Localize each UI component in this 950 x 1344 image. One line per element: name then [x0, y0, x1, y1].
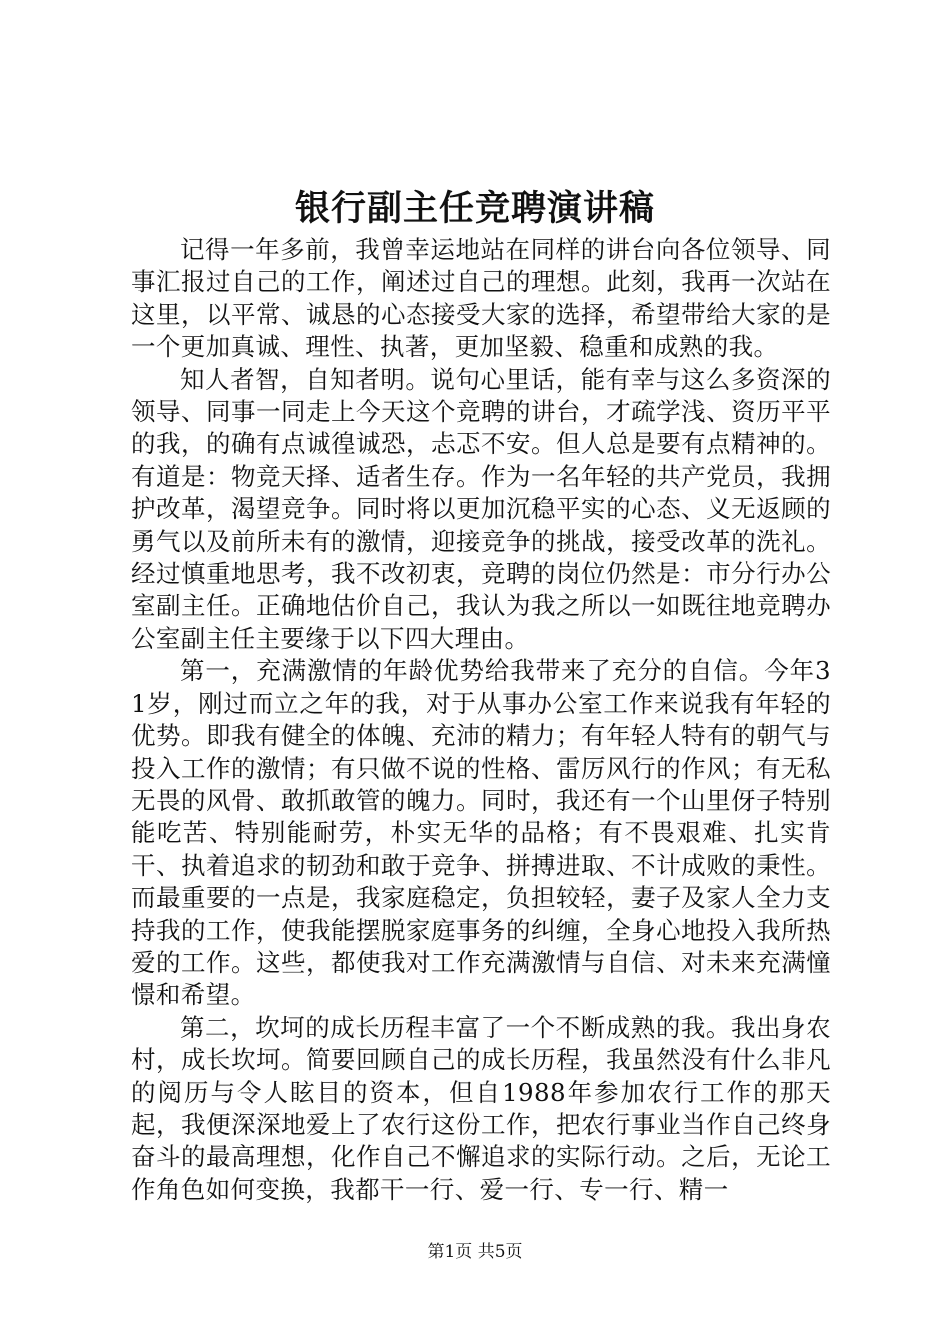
page-number-footer: 第1页 共5页: [427, 1242, 523, 1262]
document-body: [131, 234, 831, 1206]
paragraph: 知人者智，自知者明。说句心里话，能有幸与这么多资深的领导、同事一同走上今天这个竞聘的讲台，才疏学浅、资历平平的我，的确有点诚徨诚恐，忐忑不安。但人总是要有点精神的。有道是：物竞天择、适者生存。作为一名年轻的共产党员，我拥护改革，渴望竞争。同时将以更加沉稳平实的心态、义无返顾的勇气以及前所未有的激情，迎接竞争的挑战，接受改革的洗礼。经过慎重地思考，我不改初衷，竞聘的岗位仍然是：市分行办公室副主任。正确地估价自己，我认为我之所以一如既往地竞聘办公室副主任主要缘于以下四大理由。: [131, 364, 831, 653]
paragraph: 第二，坎坷的成长历程丰富了一个不断成熟的我。我出身农村，成长坎坷。简要回顾自己的成长历程，我虽然没有什么非凡的阅历与令人眩目的资本，但自1988年参加农行工作的那天起，我便深深地爱上了农行这份工作，把农行事业当作自己终身奋斗的最高理想，化作自己不懈追求的实际行动。之后，无论工作角色如何变换，我都干一行、爱一行、专一行、精一: [131, 1012, 831, 1204]
document-title: 银行副主任竞聘演讲稿: [294, 188, 655, 229]
paragraph: 第一，充满激情的年龄优势给我带来了充分的自信。今年31岁，刚过而立之年的我，对于从事办公室工作来说我有年轻的优势。即我有健全的体魄、充沛的精力；有年轻人特有的朝气与投入工作的激情；有只做不说的性格、雷厉风行的作风；有无私无畏的风骨、敢抓敢管的魄力。同时，我还有一个山里伢子特别能吃苦、特别能耐劳，朴实无华的品格；有不畏艰难、扎实肯干、执着追求的韧劲和敢于竞争、拼搏进取、不计成败的秉性。而最重要的一点是，我家庭稳定，负担较轻，妻子及家人全力支持我的工作，使我能摆脱家庭事务的纠缠，全身心地投入我所热爱的工作。这些，都使我对工作充满激情与自信、对未来充满憧憬和希望。: [131, 656, 831, 1010]
paragraph: 记得一年多前，我曾幸运地站在同样的讲台向各位领导、同事汇报过自己的工作，阐述过自己的理想。此刻，我再一次站在这里，以平常、诚恳的心态接受大家的选择，希望带给大家的是一个更加真诚、理性、执著，更加坚毅、稳重和成熟的我。: [131, 235, 831, 362]
